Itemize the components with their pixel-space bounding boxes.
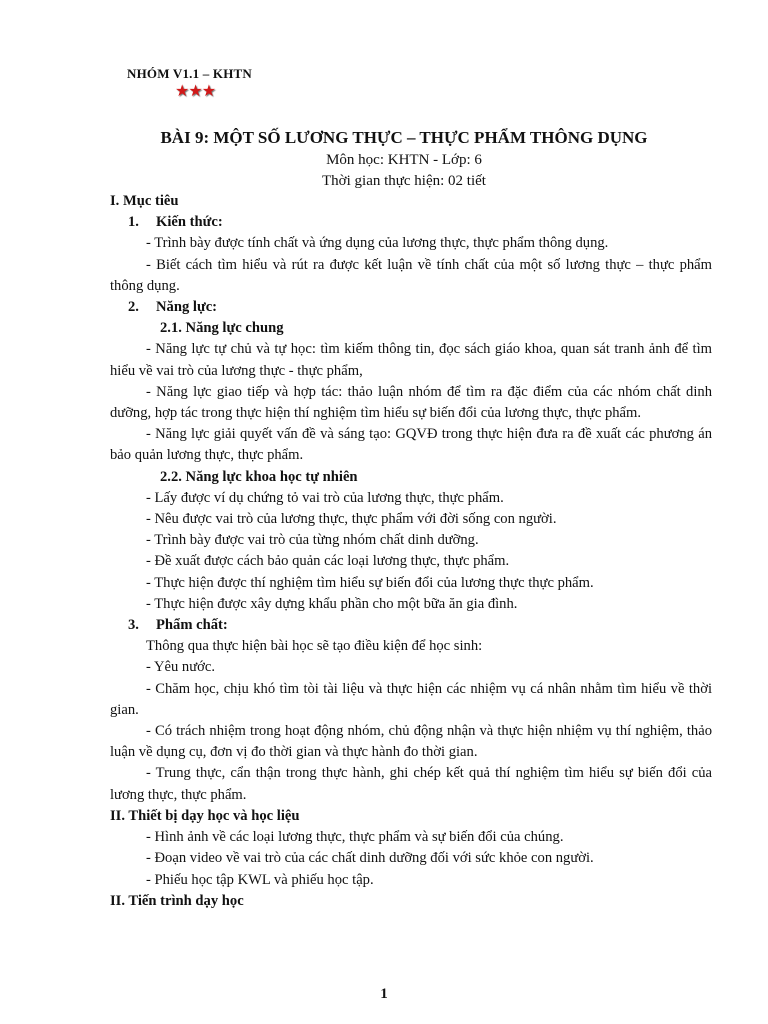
subheading-knowledge [110,212,712,233]
science-competence-item: - Nêu được vai trò của lương thực, thực phẩm với đời sống con người. [146,511,557,528]
quality-item: - Trung thực, cẩn thận trong thực hành, ghi chép kết quả thí nghiệm tìm hiểu sự biến đổi của lương thực, thực phẩm. [110,765,712,803]
science-competence-item: - Thực hiện được thí nghiệm tìm hiểu sự biến đổi của lương thực thực phẩm. [146,574,594,591]
title-block [100,126,708,192]
equipment-item: - Phiếu học tập KWL và phiếu học tập. [146,871,374,888]
general-competence-item: - Năng lực giải quyết vấn đề và sáng tạo: GQVĐ trong thực hiện đưa ra đề xuất các phương án bảo quản lương thực, thực phẩm. [110,426,712,464]
subheading-number: 3. [128,617,139,634]
science-competence-item: - Đề xuất được cách bảo quản các loại lương thực, thực phẩm. [146,553,510,570]
section-heading-equipment: II. Thiết bị dạy học và học liệu [110,807,300,824]
general-competence-item: - Năng lực tự chủ và tự học: tìm kiếm thông tin, đọc sách giáo khoa, quan sát tranh ảnh để tìm hiểu về vai trò của lương thực - thực phẩm, [110,341,712,379]
group-header [127,66,287,100]
subheading-science-competence: 2.2. Năng lực khoa học tự nhiên [160,468,358,485]
science-competence-item: - Thực hiện được xây dựng khẩu phần cho một bữa ăn gia đình. [146,595,518,612]
subheading-label: Kiến thức: [156,214,223,231]
knowledge-item: - Biết cách tìm hiểu và rút ra được kết luận về tính chất của một số lương thực – thực phẩm thông dụng. [110,256,712,294]
quality-item: - Có trách nhiệm trong hoạt động nhóm, chủ động nhận và thực hiện nhiệm vụ thí nghiệm, thảo luận về dụng cụ, đơn vị đo thời gian và thực hành đo thời gian. [110,723,712,761]
stars-icon: ★★★ [175,83,216,100]
qualities-intro: Thông qua thực hiện bài học sẽ tạo điều kiện để học sinh: [146,638,483,655]
subheading-qualities [110,615,712,636]
science-competence-item: - Trình bày được vai trò của từng nhóm chất dinh dưỡng. [146,532,479,549]
general-competence-item: - Năng lực giao tiếp và hợp tác: thảo luận nhóm để tìm ra đặc điểm của các nhóm chất dinh dưỡng, hợp tác trong thực hiện thí nghiệm tìm hiểu sự biến đổi của lương thực, thực phẩm. [110,383,712,422]
subheading-label: Năng lực: [156,299,218,316]
quality-item: - Chăm học, chịu khó tìm tòi tài liệu và thực hiện các nhiệm vụ cá nhân nhằm tìm hiểu về thời gian. [110,680,712,718]
subheading-label: Phẩm chất: [156,617,228,634]
equipment-item: - Đoạn video về vai trò của các chất dinh dưỡng đối với sức khỏe con người. [146,850,594,867]
subheading-number: 2. [128,299,139,316]
group-name: NHÓM V1.1 – KHTN [127,66,253,81]
subheading-general-competence: 2.1. Năng lực chung [160,320,284,337]
equipment-item: - Hình ảnh về các loại lương thực, thực phẩm và sự biến đổi của chúng. [146,829,564,846]
page-number: 1 [380,986,388,1002]
lesson-title: BÀI 9: MỘT SỐ LƯƠNG THỰC – THỰC PHẨM THÔNG DỤNG [160,128,648,147]
subject-line: Môn học: KHTN - Lớp: 6 [326,152,482,168]
knowledge-item: - Trình bày được tính chất và ứng dụng của lương thực, thực phẩm thông dụng. [146,235,609,252]
quality-item: - Yêu nước. [146,659,215,676]
duration-line: Thời gian thực hiện: 02 tiết [322,173,486,189]
science-competence-item: - Lấy được ví dụ chứng tỏ vai trò của lương thực, thực phẩm. [146,489,504,506]
section-heading-objectives: I. Mục tiêu [110,193,179,209]
section-heading-process: II. Tiến trình dạy học [110,892,244,909]
document-body [110,191,712,912]
subheading-number: 1. [128,214,139,231]
subheading-competence [110,297,712,318]
